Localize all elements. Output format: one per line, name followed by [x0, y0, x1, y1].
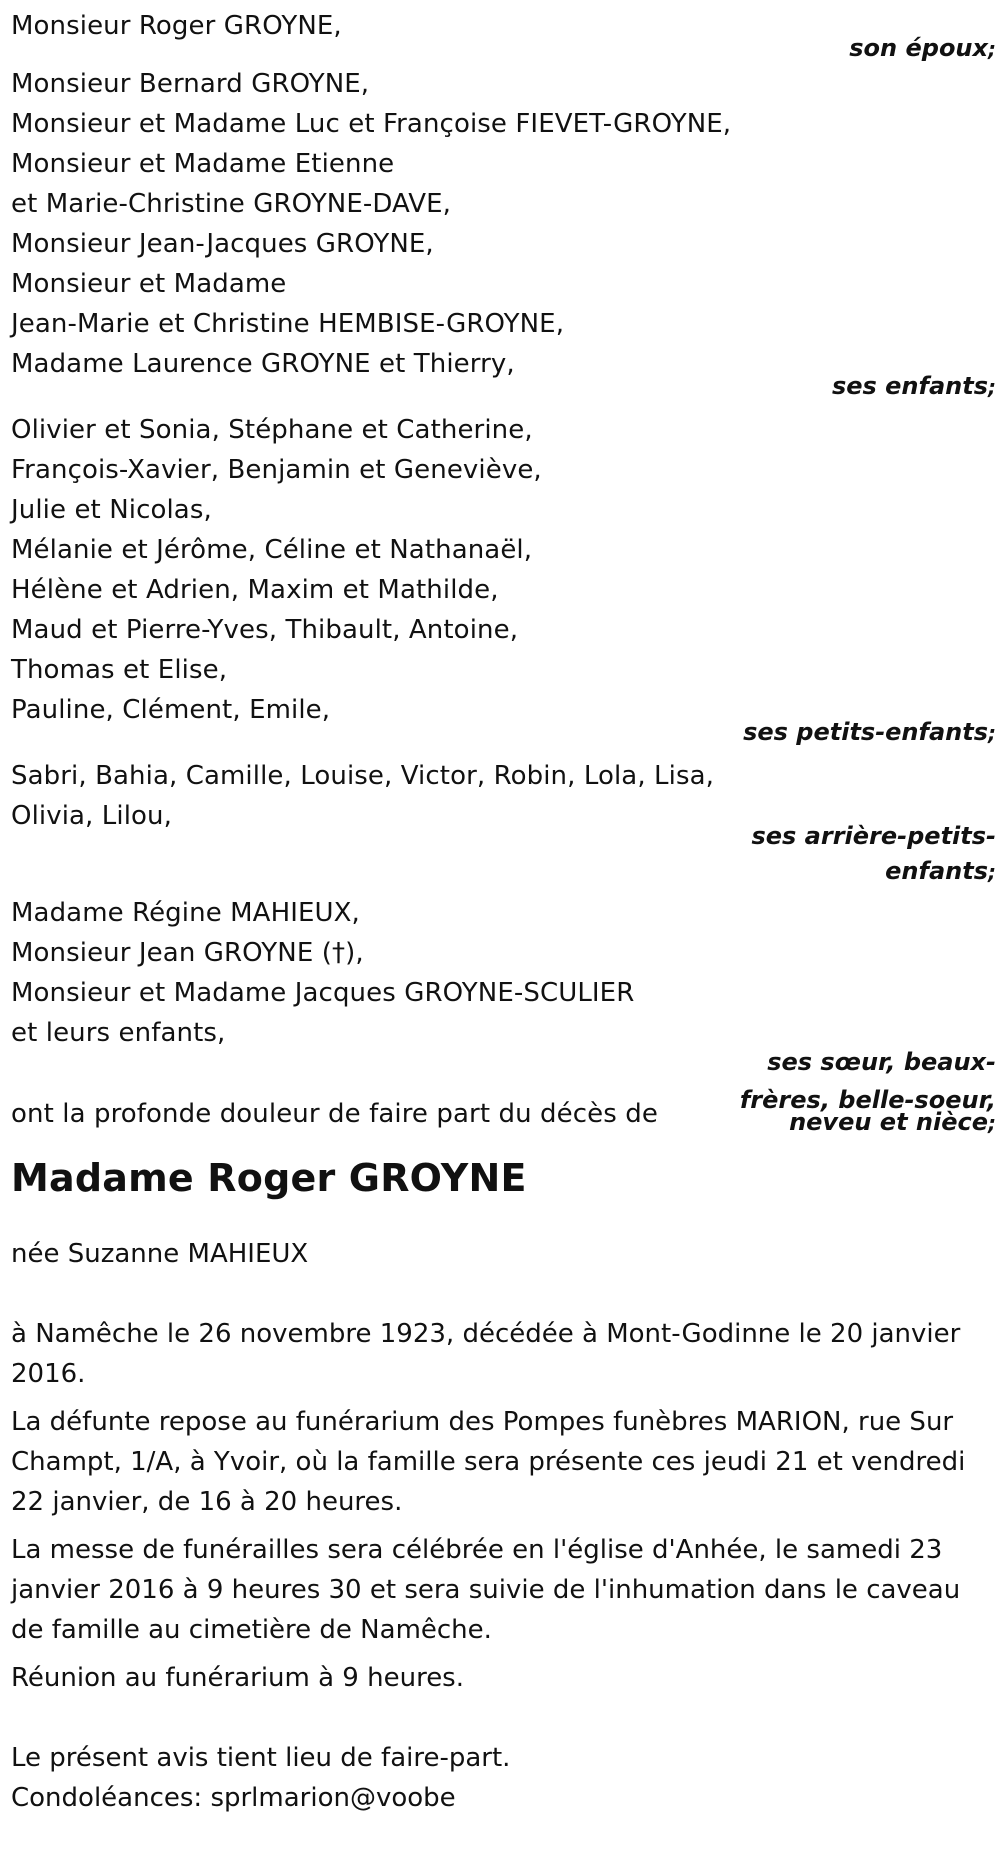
family-line: Olivier et Sonia, Stéphane et Catherine, — [11, 415, 533, 445]
family-line: Monsieur Roger GROYNE, — [11, 11, 342, 41]
family-line: Pauline, Clément, Emile, — [11, 695, 331, 725]
family-line: Monsieur et Madame Etienne — [11, 149, 395, 179]
family-line: Mélanie et Jérôme, Céline et Nathanaël, — [11, 535, 533, 565]
family-line: Monsieur Jean GROYNE (†), — [11, 938, 364, 968]
family-line: et leurs enfants, — [11, 1018, 226, 1048]
family-line: Monsieur et Madame — [11, 269, 287, 299]
family-line: Monsieur et Madame Luc et Françoise FIEVET-GROYNE, — [11, 109, 732, 139]
birth-death-text: à Namêche le 26 novembre 1923, décédée à Mont-Godinne le 20 janvier 2016. — [11, 1319, 961, 1389]
condolences-contact: Condoléances: sprlmarion@voobe — [11, 1783, 456, 1813]
paragraph-mass: La messe de funérailles sera célébrée en l'église d'Anhée, le samedi 23 janvier 2016 à 9 heures 30 et sera suivie de l'inhumation dans le caveau de famille au cimetière de Namêche. — [11, 1535, 961, 1645]
group-great-grandchildren — [11, 756, 996, 893]
paragraph-viewing: La défunte repose au funérarium des Pompes funèbres MARION, rue Sur Champt, 1/A, à Yvoir, où la famille sera présente ces jeudi 21 et vendredi 22 janvier, de 16 à 20 heures. — [11, 1407, 966, 1517]
paragraph-gathering: Réunion au funérarium à 9 heures. — [11, 1663, 464, 1693]
family-line: Jean-Marie et Christine HEMBISE-GROYNE, — [11, 309, 565, 339]
group-spouse — [11, 6, 996, 64]
family-line: et Marie-Christine GROYNE-DAVE, — [11, 189, 452, 219]
announcement-text: ont la profonde douleur de faire part du décès de — [11, 1099, 658, 1129]
family-line: Madame Régine MAHIEUX, — [11, 898, 360, 928]
group-children — [11, 64, 996, 410]
family-line: Thomas et Elise, — [11, 655, 228, 685]
closing-notice: Le présent avis tient lieu de faire-part. — [11, 1743, 511, 1773]
deceased-name: Madame Roger GROYNE — [11, 1156, 527, 1200]
family-line: Olivia, Lilou, — [11, 801, 172, 831]
role-grandchildren: ses petits-enfants; — [743, 718, 996, 746]
family-line: Hélène et Adrien, Maxim et Mathilde, — [11, 575, 499, 605]
family-line: Monsieur et Madame Jacques GROYNE-SCULIER — [11, 978, 635, 1008]
family-line: Monsieur Bernard GROYNE, — [11, 69, 370, 99]
family-line: Maud et Pierre-Yves, Thibault, Antoine, — [11, 615, 519, 645]
obituary-notice — [11, 6, 996, 1818]
family-line: Sabri, Bahia, Camille, Louise, Victor, Robin, Lola, Lisa, — [11, 761, 715, 791]
maiden-name: née Suzanne MAHIEUX — [11, 1239, 309, 1269]
role-spouse: son époux; — [849, 34, 996, 62]
role-siblings: ses sœur, beaux- frères, belle-soeur, neveu et nièce; — [739, 1048, 996, 1136]
family-line: Madame Laurence GROYNE et Thierry, — [11, 349, 515, 379]
role-children: ses enfants; — [831, 372, 996, 400]
role-great-grandchildren: ses arrière-petits- enfants; — [751, 822, 996, 885]
group-grandchildren — [11, 410, 996, 756]
family-line: Julie et Nicolas, — [11, 495, 212, 525]
family-line: Monsieur Jean-Jacques GROYNE, — [11, 229, 434, 259]
family-line: François-Xavier, Benjamin et Geneviève, — [11, 455, 542, 485]
